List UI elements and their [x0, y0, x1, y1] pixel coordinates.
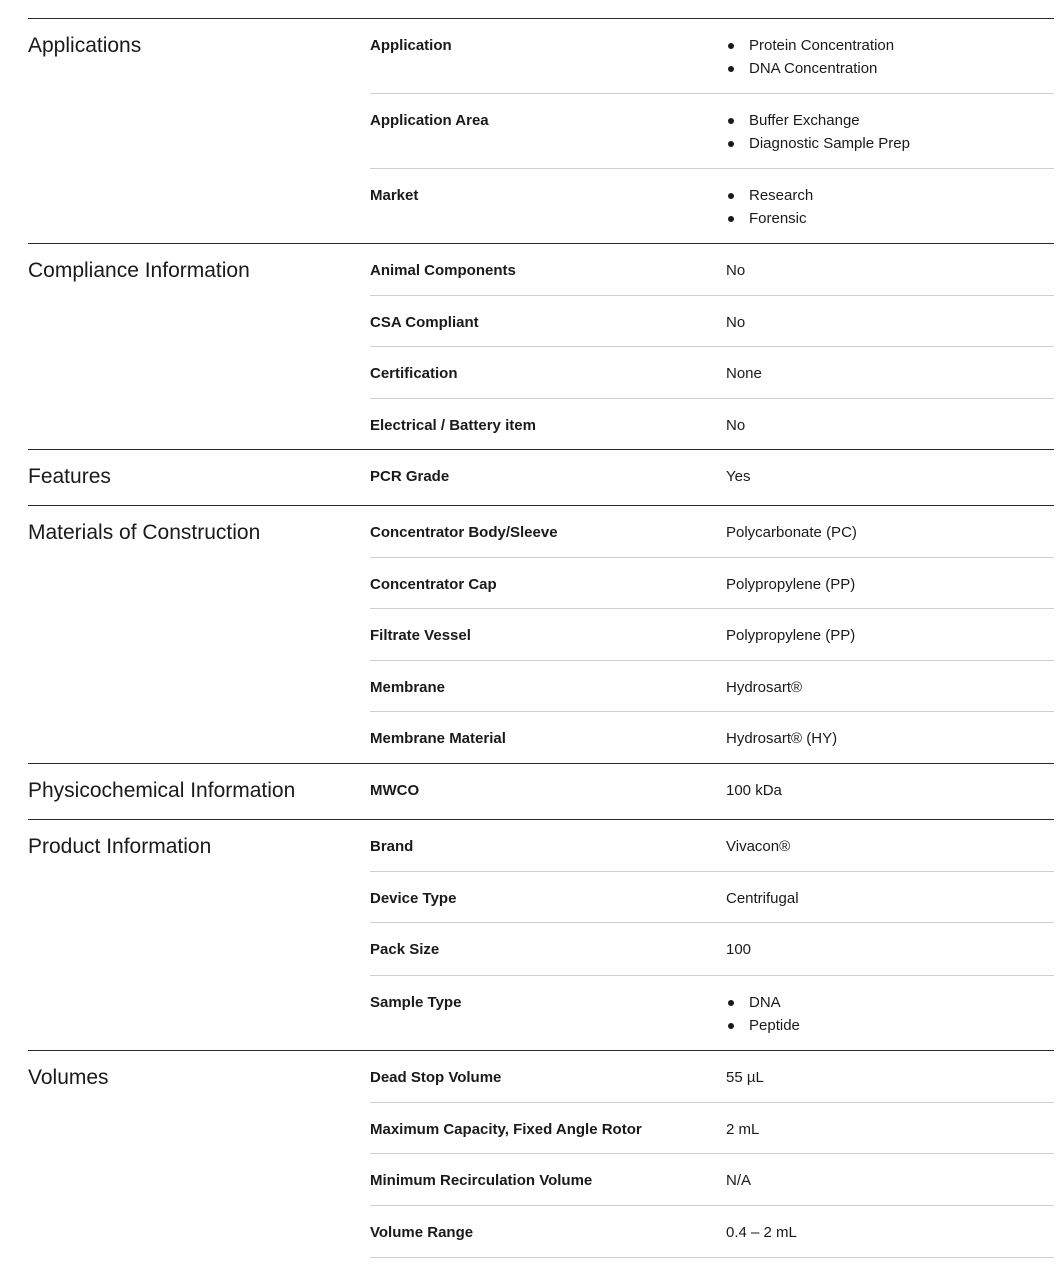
spec-value-list-item	[726, 1016, 800, 1039]
spec-row	[370, 661, 1054, 712]
spec-label: Dead Stop Volume	[370, 1069, 502, 1086]
bullet-icon	[728, 118, 734, 124]
spec-label: Membrane Material	[370, 730, 506, 747]
bullet-icon	[728, 43, 734, 49]
spec-label: CSA Compliant	[370, 314, 479, 331]
spec-label: PCR Grade	[370, 468, 450, 485]
spec-value: Yes	[726, 468, 751, 485]
bullet-icon	[728, 1023, 734, 1029]
bullet-icon	[728, 193, 734, 199]
spec-section	[28, 18, 1054, 243]
spec-value-list	[726, 186, 813, 232]
spec-value: Hydrosart®	[726, 679, 803, 696]
spec-rows	[370, 1051, 1054, 1258]
bullet-icon	[728, 1000, 734, 1006]
spec-label: Market	[370, 187, 419, 204]
spec-value: N/A	[726, 1172, 752, 1189]
spec-row	[370, 976, 1054, 1050]
spec-row	[370, 764, 1054, 819]
spec-row	[370, 712, 1054, 763]
spec-label: Volume Range	[370, 1224, 474, 1241]
spec-label: Sample Type	[370, 994, 462, 1011]
spec-value-text: Protein Concentration	[749, 37, 895, 54]
spec-row	[370, 1206, 1054, 1258]
spec-value: No	[726, 262, 746, 279]
spec-label: Minimum Recirculation Volume	[370, 1172, 593, 1189]
spec-value-list-item	[726, 209, 813, 232]
spec-value: 0.4 – 2 mL	[726, 1224, 797, 1241]
spec-row	[370, 558, 1054, 609]
spec-rows	[370, 764, 1054, 819]
spec-rows	[370, 820, 1054, 1050]
spec-row	[370, 399, 1054, 449]
spec-row	[370, 820, 1054, 872]
section-title: Physicochemical Information	[28, 779, 296, 802]
specifications-table	[28, 18, 1054, 1258]
spec-rows	[370, 244, 1054, 449]
spec-value-text: Forensic	[749, 210, 807, 227]
spec-value: Polypropylene (PP)	[726, 576, 856, 593]
spec-label: MWCO	[370, 782, 420, 799]
spec-rows	[370, 450, 1054, 505]
spec-value: No	[726, 314, 746, 331]
spec-label: Brand	[370, 838, 414, 855]
spec-label: Maximum Capacity, Fixed Angle Rotor	[370, 1121, 642, 1138]
spec-rows	[370, 19, 1054, 243]
spec-value: Polypropylene (PP)	[726, 627, 856, 644]
spec-row	[370, 19, 1054, 94]
spec-row	[370, 506, 1054, 558]
section-title: Product Information	[28, 835, 212, 858]
section-title: Compliance Information	[28, 259, 250, 282]
spec-value: Hydrosart® (HY)	[726, 730, 838, 747]
spec-label: Pack Size	[370, 941, 440, 958]
spec-value-text: Research	[749, 187, 814, 204]
spec-label: Concentrator Body/Sleeve	[370, 524, 558, 541]
spec-value-list-item	[726, 134, 910, 157]
spec-value-text: DNA	[749, 994, 781, 1011]
spec-section	[28, 243, 1054, 449]
spec-label: Application	[370, 37, 452, 54]
section-title: Materials of Construction	[28, 521, 261, 544]
spec-row	[370, 1051, 1054, 1103]
spec-value-list	[726, 111, 910, 157]
spec-value-text: Diagnostic Sample Prep	[749, 135, 910, 152]
spec-value: No	[726, 417, 746, 434]
spec-value: 55 µL	[726, 1069, 764, 1086]
spec-value-list	[726, 993, 800, 1039]
spec-value-list-item	[726, 111, 910, 134]
spec-value: 2 mL	[726, 1121, 760, 1138]
section-title: Features	[28, 465, 111, 488]
spec-value: 100	[726, 941, 752, 958]
spec-row	[370, 450, 1054, 505]
spec-row	[370, 244, 1054, 296]
spec-label: Certification	[370, 365, 458, 382]
spec-value-list-item	[726, 36, 894, 59]
spec-section	[28, 763, 1054, 819]
bullet-icon	[728, 66, 734, 72]
spec-section	[28, 819, 1054, 1050]
spec-value-list-item	[726, 993, 800, 1016]
spec-value: None	[726, 365, 762, 382]
bullet-icon	[728, 216, 734, 222]
bullet-icon	[728, 141, 734, 147]
spec-row	[370, 296, 1054, 347]
spec-value: Centrifugal	[726, 890, 799, 907]
spec-value-list-item	[726, 59, 894, 82]
section-title: Applications	[28, 34, 142, 57]
spec-value-text: DNA Concentration	[749, 60, 878, 77]
spec-value-list	[726, 36, 894, 82]
spec-section	[28, 505, 1054, 763]
spec-label: Device Type	[370, 890, 457, 907]
spec-row	[370, 94, 1054, 169]
spec-row	[370, 1154, 1054, 1206]
section-title: Volumes	[28, 1066, 109, 1089]
spec-label: Application Area	[370, 112, 489, 129]
spec-section	[28, 449, 1054, 505]
spec-value: 100 kDa	[726, 782, 782, 799]
spec-label: Animal Components	[370, 262, 516, 279]
spec-value: Vivacon®	[726, 838, 791, 855]
spec-section	[28, 1050, 1054, 1258]
spec-row	[370, 872, 1054, 923]
spec-value-text: Peptide	[749, 1017, 800, 1034]
spec-label: Electrical / Battery item	[370, 417, 536, 434]
spec-row	[370, 169, 1054, 243]
spec-row	[370, 347, 1054, 399]
spec-value: Polycarbonate (PC)	[726, 524, 857, 541]
spec-row	[370, 923, 1054, 976]
spec-label: Filtrate Vessel	[370, 627, 471, 644]
spec-value-text: Buffer Exchange	[749, 112, 860, 129]
spec-rows	[370, 506, 1054, 763]
spec-label: Concentrator Cap	[370, 576, 497, 593]
spec-row	[370, 609, 1054, 661]
spec-value-list-item	[726, 186, 813, 209]
spec-label: Membrane	[370, 679, 446, 696]
spec-row	[370, 1103, 1054, 1154]
